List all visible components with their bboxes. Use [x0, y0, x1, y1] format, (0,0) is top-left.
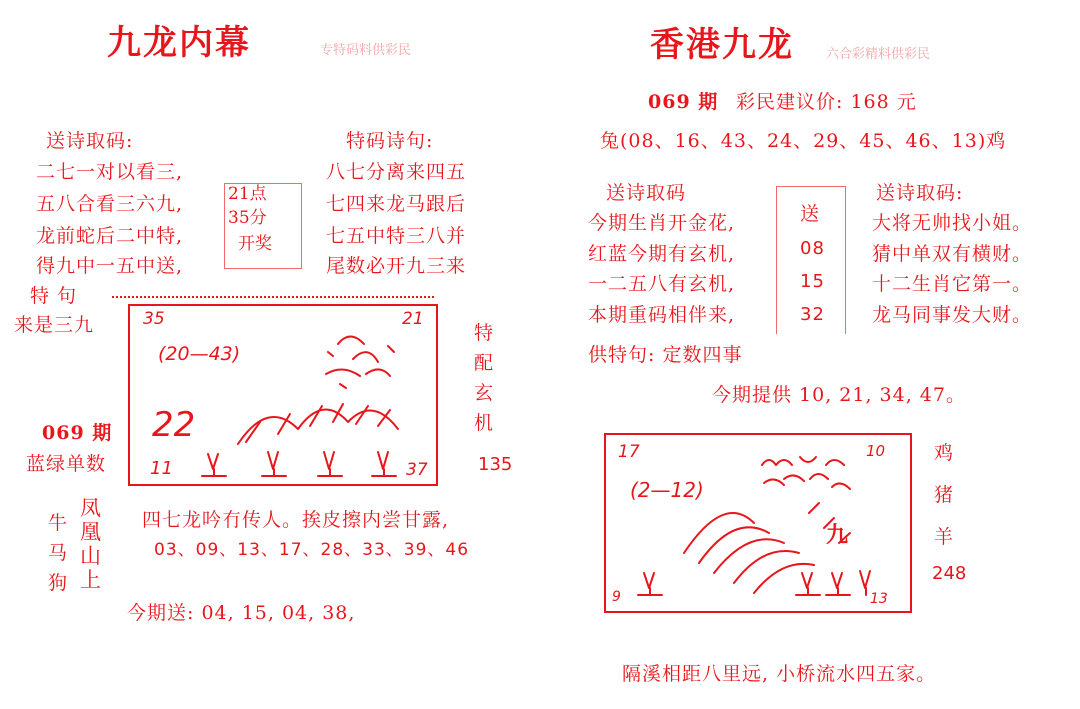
special-phrase: 来是三九 — [14, 314, 95, 336]
picture-corner-label: 37 — [406, 460, 428, 480]
zodiac-char: 马 — [48, 542, 69, 564]
right-picture-sketch — [604, 433, 912, 613]
right-zodiac-column — [934, 432, 954, 558]
left-issue-desc: 蓝绿单数 — [26, 453, 107, 475]
picture-corner-label: 9 — [612, 589, 621, 605]
picture-char: 九 — [826, 522, 849, 548]
left-verse: 四七龙吟冇传人。挨皮擦内尝甘露, — [142, 509, 450, 531]
picture-corner-label: 35 — [143, 309, 165, 329]
today-provide: 今期提供 10, 21, 34, 47。 — [712, 384, 966, 406]
left-title: 九龙内幕 — [107, 23, 251, 63]
phoenix-char: 凰 — [80, 520, 101, 544]
right-poem-left-line: 今期生肖开金花, — [588, 212, 736, 234]
rabbit-numbers-line: 兔(08、16、43、24、29、45、46、13)鸡 — [600, 130, 1007, 152]
phoenix-column — [80, 496, 101, 592]
right-special-phrase: 供特句: 定数四事 — [588, 344, 743, 366]
code-poem-line: 七五中特三八并 — [326, 225, 467, 247]
send-label: 送 — [800, 203, 821, 225]
special-mix-char: 玄 — [474, 382, 495, 404]
special-mix-number: 135 — [478, 454, 513, 475]
left-poem-line: 得九中一五中送, — [36, 255, 184, 277]
right-poem-heading-left: 送诗取码 — [606, 182, 687, 204]
right-poem-right-line: 大将无帅找小姐。 — [872, 212, 1033, 234]
code-poem-line: 尾数必开九三来 — [326, 255, 467, 277]
code-poem-line: 七四来龙马跟后 — [326, 193, 467, 215]
zodiac-char: 猪 — [934, 484, 955, 506]
zodiac-char: 鸡 — [934, 442, 955, 464]
picture-big-number: 22 — [152, 405, 196, 445]
send-number: 32 — [800, 304, 825, 325]
code-poem-line: 八七分离来四五 — [326, 161, 467, 183]
right-title: 香港九龙 — [650, 25, 794, 65]
right-poem-left-line: 一二五八有玄机, — [588, 273, 736, 295]
right-poem-right-line: 龙马同事发大财。 — [872, 304, 1033, 326]
left-poem-line: 龙前蛇后二中特, — [36, 225, 184, 247]
phoenix-char: 凤 — [80, 496, 101, 520]
right-poem-left-line: 红蓝今期有玄机, — [588, 243, 736, 265]
right-poem-left-line: 本期重码相伴来, — [588, 304, 736, 326]
picture-corner-label: 11 — [150, 458, 173, 479]
zodiac-char: 狗 — [48, 572, 69, 594]
special-mix-column — [474, 318, 494, 438]
picture-corner-label: 17 — [618, 442, 640, 462]
left-poem-heading: 送诗取码: — [46, 130, 134, 152]
right-issue: 069 期 — [648, 91, 719, 113]
right-zodiac-number: 248 — [932, 563, 967, 584]
picture-corner-label: 13 — [870, 591, 888, 607]
right-poem-right-line: 十二生肖它第一。 — [872, 273, 1033, 295]
picture-range: (2—12) — [630, 478, 704, 502]
right-poem-heading-right: 送诗取码: — [876, 182, 964, 204]
left-picture-sketch — [128, 304, 438, 486]
draw-time-label: 开奖 — [238, 234, 272, 254]
draw-time-minute: 35分 — [228, 208, 267, 228]
left-issue: 069 期 — [42, 422, 113, 444]
zodiac-char: 牛 — [48, 512, 69, 534]
zodiac-char: 羊 — [934, 526, 955, 548]
phoenix-char: 山 — [80, 544, 101, 568]
suggested-price: 彩民建议价: 168 元 — [736, 91, 917, 113]
code-poem-heading: 特码诗句: — [346, 130, 434, 152]
picture-corner-label: 10 — [866, 442, 886, 460]
left-numbers: 03、09、13、17、28、33、39、46 — [154, 540, 470, 560]
special-mix-char: 机 — [474, 412, 495, 434]
special-mix-char: 配 — [474, 352, 495, 374]
left-poem-line: 五八合看三六九, — [36, 193, 184, 215]
send-number: 15 — [800, 271, 825, 292]
right-title-note: 六合彩精料供彩民 — [826, 47, 931, 62]
special-mix-char: 特 — [474, 322, 495, 344]
phoenix-char: 上 — [80, 568, 101, 592]
left-title-note: 专特码料供彩民 — [320, 43, 412, 58]
picture-range: (20—43) — [158, 343, 241, 365]
zodiac-column — [48, 508, 68, 598]
draw-time-hour: 21点 — [228, 184, 267, 204]
today-send: 今期送: 04, 15, 04, 38, — [127, 602, 356, 624]
right-poem-right-line: 猜中单双有横财。 — [872, 243, 1033, 265]
send-number: 08 — [800, 238, 825, 259]
dotted-divider — [112, 296, 434, 298]
special-phrase-label: 特 句 — [30, 285, 78, 307]
picture-corner-label: 21 — [402, 309, 424, 329]
left-poem-line: 二七一对以看三, — [36, 161, 184, 183]
closing-verse: 隔溪相距八里远, 小桥流水四五家。 — [622, 663, 937, 685]
